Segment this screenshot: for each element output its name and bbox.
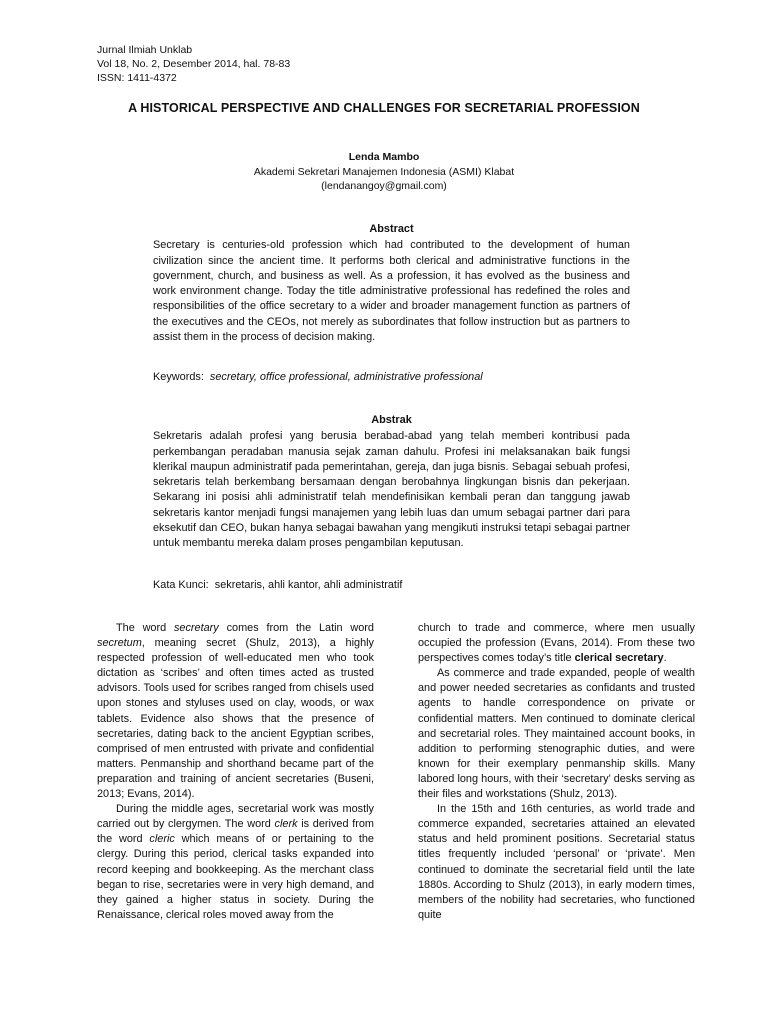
kata-kunci-line xyxy=(153,579,630,591)
author-email: (lendanangoy@gmail.com) xyxy=(321,180,447,192)
journal-volume: Vol 18, No. 2, Desember 2014, hal. 78-83 xyxy=(97,58,291,70)
keywords-values: secretary, office professional, administrative professional xyxy=(209,371,483,383)
abstrak-heading: Abstrak xyxy=(371,414,412,426)
body-paragraph: The word secretary comes from the Latin word secretum, meaning secret (Shulz, 2013), a highly respected profession of well-educated men who took dictation as ‘scribes’ and often times acted as trusted advisors. Tools used for scribes ranged from chisels used upon stones and styluses used on clay, woods, or wax tablets. Evidence also shows that the presence of secretaries, dating back to the ancient Egyptian scribes, comprised of men entrusted with private and confidential matters. Penmanship and shorthand became part of the preparation and training of ancient secretaries (Buseni, 2013; Evans, 2014). xyxy=(97,622,374,801)
abstrak-section xyxy=(153,413,630,552)
author-block xyxy=(160,150,608,194)
journal-name: Jurnal Ilmiah Unklab xyxy=(97,44,193,56)
author-affiliation: Akademi Sekretari Manajemen Indonesia (ASMI) Klabat xyxy=(253,165,515,178)
kata-kunci-values: sekretaris, ahli kantor, ahli administratif xyxy=(214,579,403,591)
journal-issn: ISSN: 1411-4372 xyxy=(97,72,177,84)
kata-kunci-label: Kata Kunci: xyxy=(153,579,209,591)
keywords-line xyxy=(153,371,630,383)
journal-header xyxy=(97,43,290,85)
body-paragraph: In the 15th and 16th centuries, as world trade and commerce expanded, secretaries attained an elevated status and held prominent positions. Secretarial status titles frequently included ‘personal’ or ‘private’. Men continued to dominate the secretarial field until the late 1880s. According to Shulz (2013), in early modern times, members of the nobility had secretaries, who functioned quite xyxy=(418,803,695,921)
author-name: Lenda Mambo xyxy=(348,151,420,163)
abstract-text: Secretary is centuries-old profession which had contributed to the development of human civilization since the ancient time. It performs both clerical and administrative functions in the government, church, and business as well. As a profession, it has evolved as the business and work environment change. Today the title administrative professional has redefined the roles and responsibilities of the office secretary to a wider and broader management function as partners of the executives and the CEOs, not merely as subordinates that follow instruction but as partners to assist them in the process of decision making. xyxy=(153,239,630,344)
body-column-right xyxy=(418,621,695,923)
body-column-left xyxy=(97,621,374,923)
body-paragraph: As commerce and trade expanded, people of wealth and power needed secretaries as confidants and trusted agents to handle correspondence on private or confidential matters. Men continued to dominate clerical and secretarial roles. They maintained account books, in addition to performing stenographic duties, and were known for their exemplary penmanship skills. Many labored long hours, with their ‘secretary’ desks serving as their files and workstations (Shulz, 2013). xyxy=(418,667,695,801)
abstract-section xyxy=(153,222,630,345)
body-paragraph: church to trade and commerce, where men usually occupied the profession (Evans, 2014). From these two perspectives comes today’s title clerical secretary. xyxy=(418,622,695,665)
abstrak-text: Sekretaris adalah profesi yang berusia berabad-abad yang telah memberi kontribusi pada perkembangan peradaban manusia sejak zaman dahulu. Profesi ini melaksanakan baik fungsi klerikal maupun administratif pada pemerintahan, gereja, dan juga bisnis. Sebagai sebuah profesi, sekretaris telah berkembang bersamaan dengan berobahnya lingkungan bisnis dan pekerjaan. Sekarang ini posisi ahli administratif telah mendefinisikan kembali peran dan tanggung jawab sekretaris kantor menjadi fungsi manajemen yang lebih luas dan umum sebagai partner dari para eksekutif dan CEO, bukan hanya sebagai bawahan yang mengikuti instruksi tetapi sebagai partner untuk membantu mereka dalam proses pengambilan keputusan. xyxy=(153,430,630,550)
body-paragraph: During the middle ages, secretarial work was mostly carried out by clergymen. The word clerk is derived from the word cleric which means of or pertaining to the clergy. During this period, clerical tasks expanded into record keeping and bookkeeping. As the merchant class began to rise, secretaries were in very high demand, and they gained a higher status in society. During the Renaissance, clerical roles moved away from the xyxy=(97,803,374,921)
abstract-heading: Abstract xyxy=(369,223,414,235)
keywords-label: Keywords: xyxy=(153,371,204,383)
paper-title: A HISTORICAL PERSPECTIVE AND CHALLENGES FOR SECRETARIAL PROFESSION xyxy=(128,101,640,115)
